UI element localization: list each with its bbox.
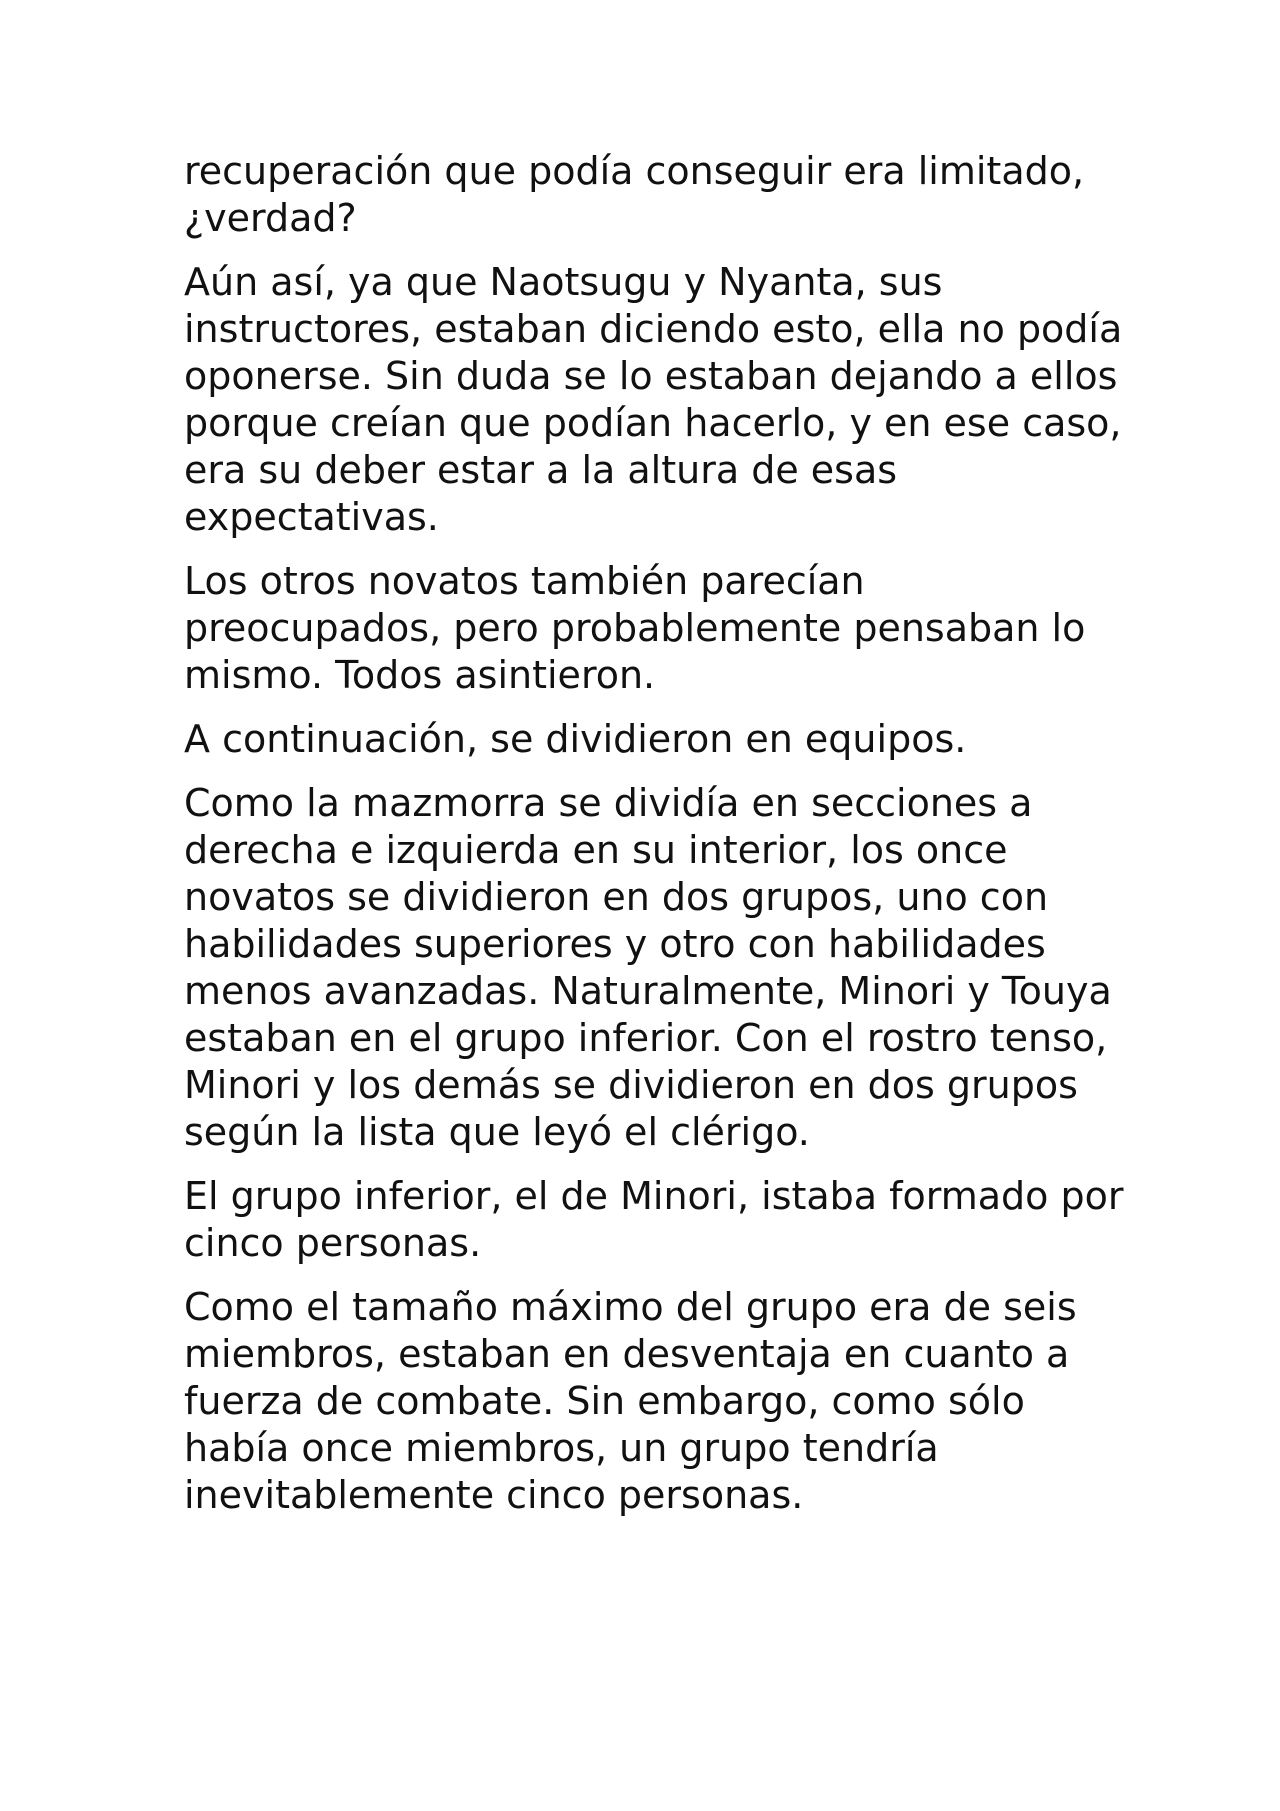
- paragraph-6: El grupo inferior, el de Minori, istaba formado por cinco personas.: [184, 1174, 1124, 1265]
- document-page: [184, 148, 1124, 1536]
- paragraph-5: Como la mazmorra se dividía en secciones a derecha e izquierda en su interior, los once novatos se dividieron en dos grupos, uno con habilidades superiores y otro con habilidades menos avanzadas. Naturalmente, Minori y Touya estaban en el grupo inferior. Con el rostro tenso, Minori y los demás se dividieron en dos grupos según la lista que leyó el clérigo.: [184, 781, 1112, 1154]
- paragraph-7: Como el tamaño máximo del grupo era de seis miembros, estaban en desventaja en cuanto a fuerza de combate. Sin embargo, como sólo había once miembros, un grupo tendría inevitablemente cinco personas.: [184, 1285, 1077, 1517]
- paragraph-4: A continuación, se dividieron en equipos.: [184, 717, 967, 761]
- paragraph-1: recuperación que podía conseguir era limitado, ¿verdad?: [184, 149, 1085, 240]
- paragraph-2: Aún así, ya que Naotsugu y Nyanta, sus instructores, estaban diciendo esto, ella no podía oponerse. Sin duda se lo estaban dejando a ellos porque creían que podían hacerlo, y en ese caso, era su deber estar a la altura de esas expectativas.: [184, 260, 1123, 539]
- paragraph-3: Los otros novatos también parecían preocupados, pero probablemente pensaban lo mismo. Todos asintieron.: [184, 559, 1086, 697]
